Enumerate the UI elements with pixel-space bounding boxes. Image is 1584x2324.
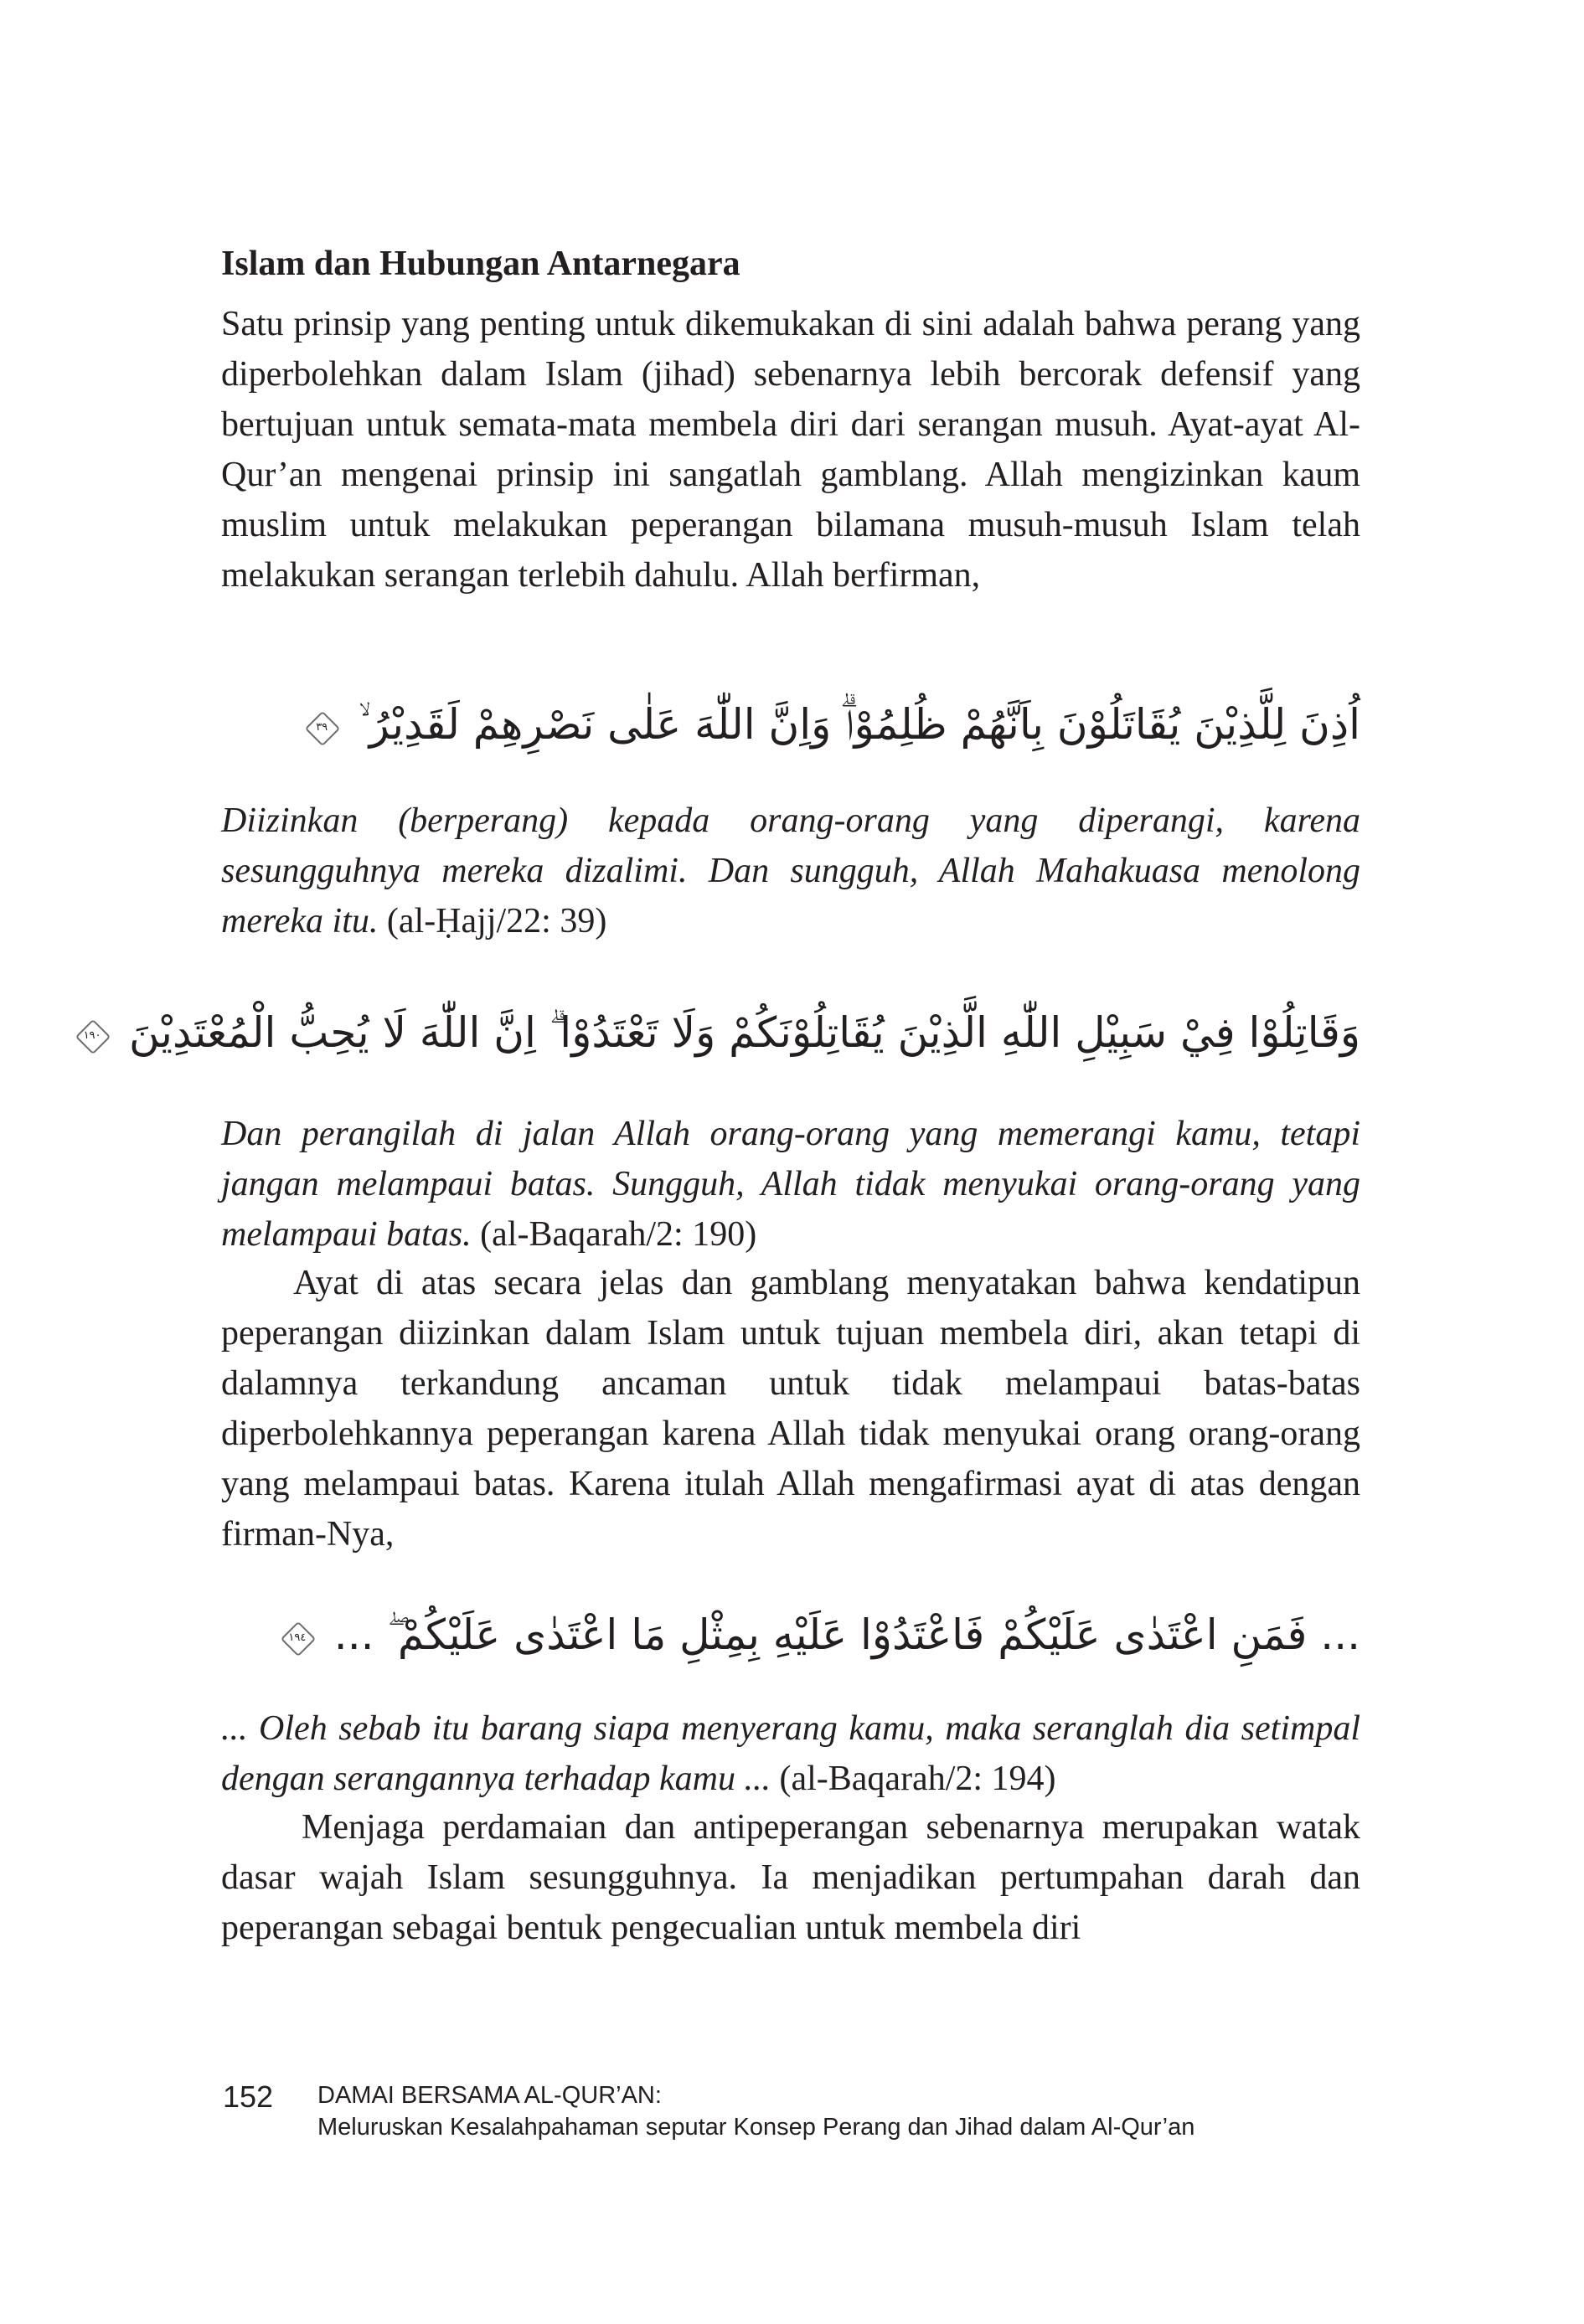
section-heading: Islam dan Hubungan Antarnegara <box>221 245 740 283</box>
paragraph-explanation: Ayat di atas secara jelas dan gamblang menyatakan bahwa kendatipun peperangan diizinkan dalam Islam untuk tujuan membela diri, akan tetapi di dalamnya terkandung ancaman untuk tidak melampaui batas-batas diperbolehkannya peperangan karena Allah tidak menyukai orang orang-orang yang melampaui batas. Karena itulah Allah mengafirmasi ayat di atas dengan firman-Nya, <box>221 1264 1360 1554</box>
verse-citation: (al-Baqarah/2: 190) <box>480 1215 757 1254</box>
quran-verse-194 <box>221 1597 1360 1672</box>
book-subtitle: Meluruskan Kesalahpahaman seputar Konsep Perang dan Jihad dalam Al-Qur’an <box>317 2114 1195 2141</box>
quran-verse-39 <box>221 687 1360 762</box>
book-title: DAMAI BERSAMA AL-QUR’AN: <box>317 2082 662 2109</box>
quran-verse-190 <box>83 995 1360 1070</box>
translation-text: Diizinkan (berperang) kepada orang-orang yang diperangi, karena sesungguhnya mereka dizalimi. Dan sungguh, Allah Mahakuasa menolong mereka itu. <box>221 801 1360 940</box>
verse-arabic-text: ... فَمَنِ اعْتَدٰى عَلَيْكُمْ فَاعْتَدُوْا عَلَيْهِ بِمِثْلِ مَا اعْتَدٰى عَلَيْكُمْ ۖ ... <box>333 1610 1360 1659</box>
translation-text: Dan perangilah di jalan Allah orang-orang yang memerangi kamu, tetapi jangan melampaui batas. Sungguh, Allah tidak menyukai orang-orang yang melampaui batas. <box>221 1115 1360 1254</box>
verse-translation-39 <box>221 796 1360 946</box>
translation-text: ... Oleh sebab itu barang siapa menyerang kamu, maka seranglah dia setimpal dengan serangannya terhadap kamu ... <box>221 1709 1360 1798</box>
paragraph-intro: Satu prinsip yang penting untuk dikemukakan di sini adalah bahwa perang yang diperbolehkan dalam Islam (jihad) sebenarnya lebih bercorak defensif yang bertujuan untuk semata-mata membela diri dari serangan musuh. Ayat-ayat Al-Qur’an mengenai prinsip ini sangatlah gamblang. Allah mengizinkan kaum muslim untuk melakukan peperangan bilamana musuh-musuh Islam telah melakukan serangan terlebih dahulu. Allah berfirman, <box>221 305 1360 595</box>
running-footer <box>317 2079 1406 2143</box>
ayah-number-marker: ٣٩ <box>303 709 340 746</box>
verse-arabic-text: اُذِنَ لِلَّذِيْنَ يُقَاتَلُوْنَ بِاَنَّهُمْ ظُلِمُوْاۗ وَاِنَّ اللّٰهَ عَلٰى نَصْرِهِمْ لَقَدِيْرُ ۙ <box>359 700 1360 749</box>
ayah-number-marker: ١٩٠ <box>74 1018 111 1054</box>
page-number: 152 <box>223 2079 274 2114</box>
verse-arabic-text: وَقَاتِلُوْا فِيْ سَبِيْلِ اللّٰهِ الَّذِيْنَ يُقَاتِلُوْنَكُمْ وَلَا تَعْتَدُوْا ۗ اِنَّ اللّٰهَ لَا يُحِبُّ الْمُعْتَدِيْنَ <box>128 1008 1360 1057</box>
verse-citation: (al-Ḥajj/22: 39) <box>386 902 607 940</box>
verse-translation-194 <box>221 1703 1360 1804</box>
verse-citation: (al-Baqarah/2: 194) <box>779 1760 1056 1798</box>
ayah-number-marker: ١٩٤ <box>279 1620 316 1657</box>
verse-translation-190 <box>221 1109 1360 1260</box>
paragraph-peace: Menjaga perdamaian dan antipeperangan sebenarnya merupakan watak dasar wajah Islam sesungguhnya. Ia menjadikan pertumpahan darah dan peperangan sebagai bentuk pengecualian untuk membela diri <box>221 1808 1360 1947</box>
